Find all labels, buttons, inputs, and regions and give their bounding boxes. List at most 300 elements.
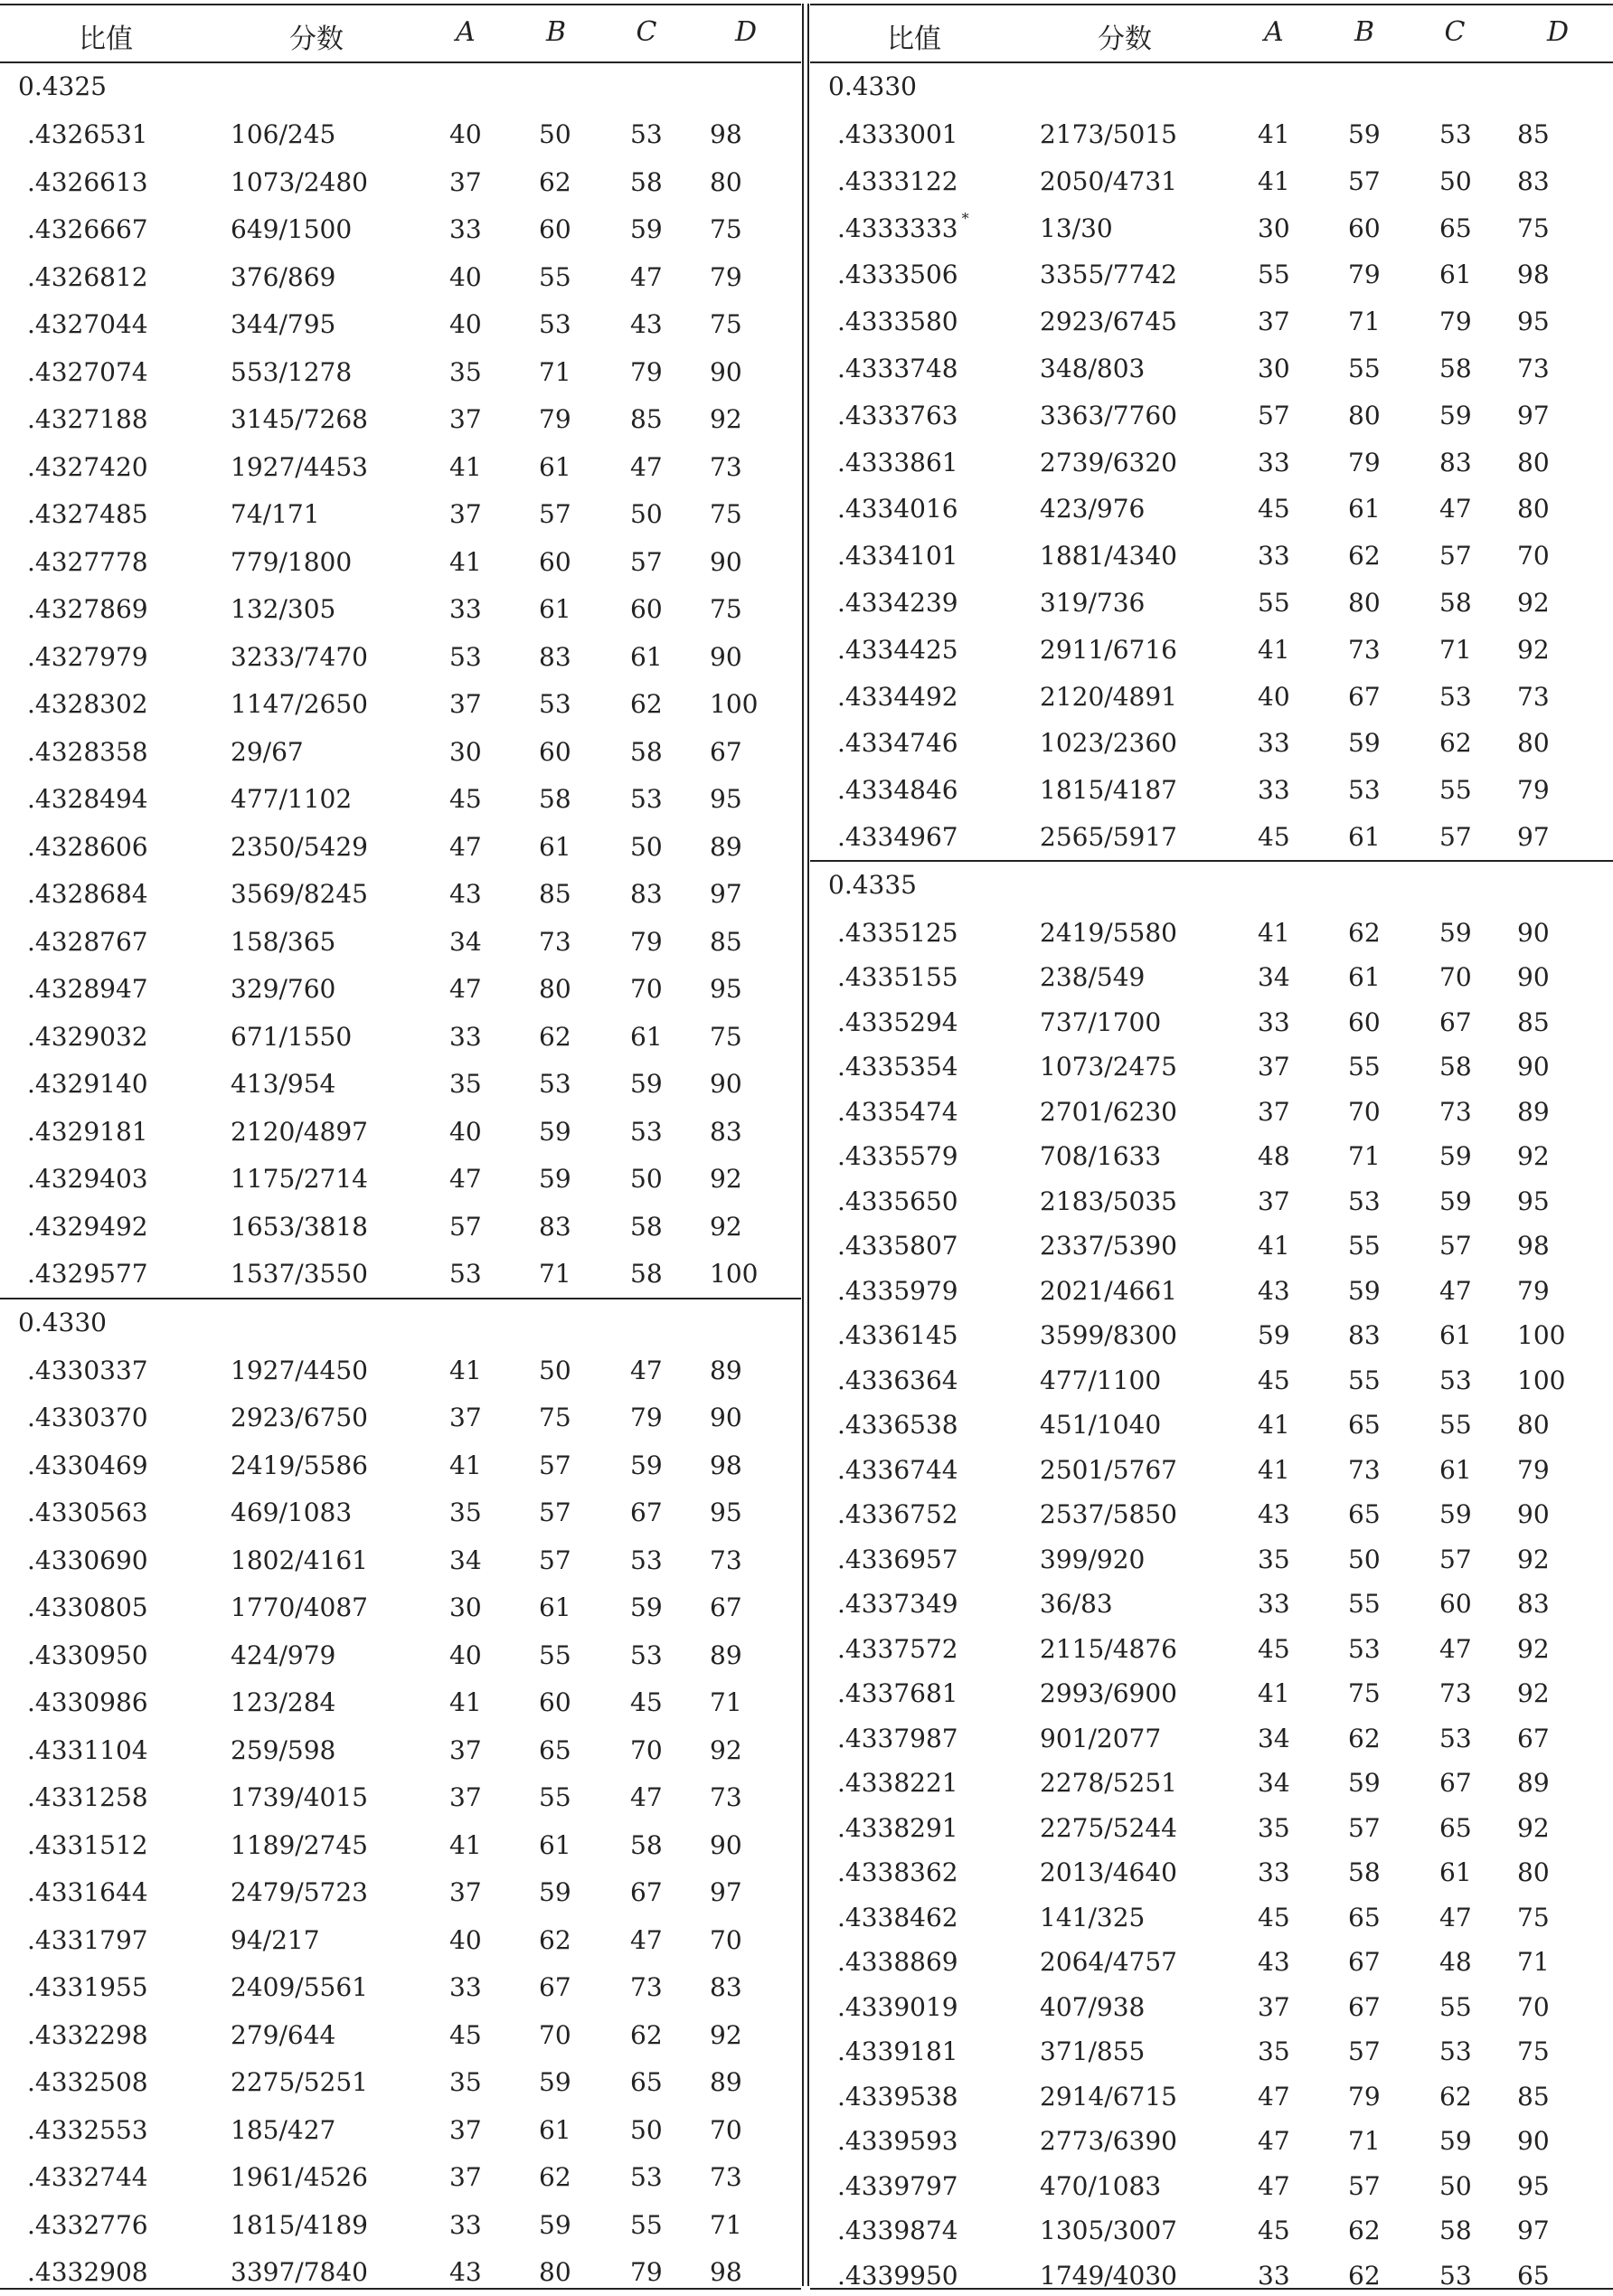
footnote-mark: * [961,209,969,227]
d-cell: 73 [1517,353,1550,383]
d-cell: 67 [710,1592,742,1622]
fraction-cell: 2911/6716 [1040,634,1177,665]
table-row [0,585,801,633]
a-cell: 41 [1258,119,1290,149]
ratio-cell: .4332908 [27,2257,148,2287]
a-cell: 34 [1258,1768,1290,1799]
b-cell: 73 [539,926,571,957]
fraction-cell: 2183/5035 [1040,1186,1177,1216]
c-cell: 45 [630,1687,663,1717]
a-cell: 33 [1258,1857,1290,1888]
fraction-cell: 1961/4526 [231,2162,368,2192]
a-cell: 41 [1258,1454,1290,1485]
fraction-cell: 123/284 [231,1687,336,1717]
d-cell: 95 [1517,1186,1550,1216]
ratio-cell: .4335125 [837,917,958,948]
fraction-cell: 36/83 [1040,1589,1113,1620]
d-cell: 79 [1517,775,1550,806]
table-row [0,300,801,348]
a-cell: 45 [1258,2216,1290,2246]
fraction-cell: 319/736 [1040,587,1146,618]
c-cell: 55 [1439,1991,1472,2022]
c-cell: 79 [630,356,663,387]
c-cell: 61 [1439,260,1472,290]
c-cell: 58 [630,1829,663,1860]
fraction-cell: 74/171 [231,499,320,529]
c-cell: 67 [1439,1006,1472,1037]
d-cell: 95 [710,784,742,814]
table-row [810,813,1613,860]
c-cell: 55 [630,2209,663,2240]
ratio-cell: .4335155 [837,962,958,993]
fraction-cell: 3233/7470 [231,641,368,672]
c-cell: 59 [1439,1499,1472,1530]
b-cell: 59 [539,1164,571,1194]
fraction-cell: 1305/3007 [1040,2216,1177,2246]
c-cell: 53 [630,119,663,149]
fraction-cell: 2021/4661 [1040,1275,1177,1306]
c-cell: 48 [1439,1947,1472,1978]
d-cell: 73 [710,1782,742,1812]
fraction-cell: 2275/5244 [1040,1812,1177,1843]
c-cell: 47 [630,451,663,482]
b-cell: 57 [1348,165,1381,196]
b-cell: 50 [539,119,571,149]
d-cell: 95 [710,1498,742,1527]
ratio-cell: .4327485 [27,499,148,529]
fraction-cell: 1927/4453 [231,451,368,482]
d-cell: 90 [710,546,742,577]
b-cell: 58 [1348,1857,1381,1888]
c-cell: 83 [630,879,663,909]
a-cell: 33 [1258,1589,1290,1620]
a-cell: 45 [1258,494,1290,524]
c-cell: 59 [630,1450,663,1480]
b-cell: 62 [539,166,571,197]
fraction-cell: 2275/5251 [231,2067,368,2097]
table-row [810,953,1613,998]
d-cell: 89 [710,1355,742,1385]
c-cell: 67 [630,1877,663,1907]
ratio-cell: .4338291 [837,1812,958,1843]
fraction-cell: 1815/4189 [231,2209,368,2240]
d-cell: 90 [710,1829,742,1860]
b-cell: 59 [539,2067,571,2097]
a-cell: 37 [449,2162,482,2192]
table-row [0,1726,801,1774]
c-cell: 50 [1439,165,1472,196]
d-cell: 83 [710,1116,742,1147]
c-cell: 65 [1439,213,1472,243]
c-cell: 53 [630,1116,663,1147]
ratio-cell: .4328606 [27,831,148,862]
d-cell: 97 [1517,400,1550,430]
c-cell: 53 [630,1639,663,1670]
table-row [0,1868,801,1916]
ratio-cell: .4333001 [837,119,958,149]
b-cell: 79 [1348,2081,1381,2112]
a-cell: 34 [1258,1723,1290,1753]
a-cell: 41 [449,1829,482,1860]
a-cell: 37 [449,1403,482,1432]
section-title: 0.4325 [18,71,107,101]
ratio-cell: .4333580 [837,307,958,337]
ratio-cell: .4339181 [837,2036,958,2067]
a-cell: 48 [1258,1141,1290,1172]
table-row [0,2201,801,2249]
b-cell: 57 [539,499,571,529]
a-cell: 45 [1258,1633,1290,1664]
ratio-cell: .4326667 [27,214,148,244]
c-cell: 58 [1439,587,1472,618]
a-cell: 34 [449,926,482,957]
c-cell: 61 [1439,1454,1472,1485]
b-cell: 57 [1348,1812,1381,1843]
ratio-cell: .4336538 [837,1410,958,1441]
table-row [810,1311,1613,1356]
b-cell: 58 [539,784,571,814]
ratio-cell: .4331104 [27,1734,148,1765]
b-cell: 55 [539,1782,571,1812]
fraction-cell: 3569/8245 [231,879,368,909]
d-cell: 80 [1517,447,1550,477]
table-row [0,918,801,966]
ratio-cell: .4327188 [27,404,148,434]
a-cell: 35 [449,2067,482,2097]
a-cell: 34 [449,1545,482,1575]
table-row [810,998,1613,1044]
d-cell: 70 [710,2114,742,2145]
table-row [0,1155,801,1203]
table-row [0,823,801,871]
b-cell: 83 [539,1211,571,1242]
a-cell: 37 [449,1877,482,1907]
b-cell: 70 [539,2019,571,2050]
fraction-cell: 1653/3818 [231,1211,368,1242]
table-row [810,1804,1613,1849]
a-cell: 41 [1258,1678,1290,1709]
header-ratio: 比值 [887,24,941,55]
table-row [0,2153,801,2201]
table-row [0,1536,801,1584]
ratio-cell: .4338362 [837,1857,958,1888]
fraction-cell: 469/1083 [231,1498,353,1527]
c-cell: 50 [630,831,663,862]
a-cell: 30 [449,736,482,767]
table-row [810,2027,1613,2073]
table-row [810,1535,1613,1581]
fraction-cell: 371/855 [1040,2036,1146,2067]
left-body [0,63,801,2296]
fraction-cell: 1770/4087 [231,1592,368,1622]
ratio-cell: .4336744 [837,1454,958,1485]
d-cell: 98 [1517,1231,1550,1261]
d-cell: 100 [710,1259,759,1289]
d-cell: 90 [710,641,742,672]
b-cell: 71 [539,356,571,387]
ratio-cell: .4337681 [837,1678,958,1709]
c-cell: 61 [630,1021,663,1052]
ratio-cell: .4330469 [27,1450,148,1480]
left-header-row [0,5,801,63]
d-cell: 75 [1517,213,1550,243]
b-cell: 61 [1348,494,1381,524]
fraction-cell: 1749/4030 [1040,2260,1177,2291]
b-cell: 55 [1348,1365,1381,1395]
fraction-cell: 3397/7840 [231,2257,368,2287]
fraction-cell: 779/1800 [231,546,353,577]
c-cell: 43 [630,309,663,339]
ratio-cell: .4331512 [27,1829,148,1860]
b-cell: 53 [1348,775,1381,806]
c-cell: 70 [1439,962,1472,993]
b-cell: 79 [1348,260,1381,290]
table-row [0,775,801,823]
d-cell: 95 [1517,2170,1550,2201]
d-cell: 92 [1517,1141,1550,1172]
header-fraction: 分数 [289,24,344,55]
fraction-cell: 649/1500 [231,214,353,244]
ratio-cell: .4328947 [27,974,148,1004]
table-row [810,579,1613,626]
c-cell: 53 [1439,1365,1472,1395]
fraction-cell: 1927/4450 [231,1355,368,1385]
c-cell: 57 [1439,821,1472,852]
ratio-cell: .4326812 [27,261,148,292]
b-cell: 65 [539,1734,571,1765]
ratio-cell: .4332776 [27,2209,148,2240]
fraction-cell: 2064/4757 [1040,1947,1177,1978]
fraction-cell: 2993/6900 [1040,1678,1177,1709]
fraction-cell: 451/1040 [1040,1410,1162,1441]
d-cell: 83 [710,1972,742,2002]
b-cell: 59 [1348,1275,1381,1306]
ratio-cell: .4334492 [837,681,958,712]
column-divider [802,4,804,2286]
b-cell: 53 [539,689,571,719]
b-cell: 61 [539,1829,571,1860]
a-cell: 33 [449,594,482,624]
c-cell: 73 [1439,1096,1472,1127]
table-section [810,63,1613,862]
ratio-cell: .4335650 [837,1186,958,1216]
b-cell: 80 [1348,587,1381,618]
table-row [0,1394,801,1441]
table-row [0,870,801,918]
table-row [810,719,1613,766]
d-cell: 89 [710,2067,742,2097]
table-row [0,205,801,253]
d-cell: 75 [710,594,742,624]
a-cell: 40 [449,1116,482,1147]
c-cell: 47 [1439,1902,1472,1932]
d-cell: 70 [710,1924,742,1955]
b-cell: 55 [1348,1231,1381,1261]
d-cell: 92 [710,1734,742,1765]
ratio-cell: .4326531 [27,119,148,149]
a-cell: 37 [1258,1052,1290,1082]
ratio-cell: .4336957 [837,1544,958,1574]
b-cell: 61 [539,831,571,862]
c-cell: 53 [630,2162,663,2192]
a-cell: 47 [449,1164,482,1194]
b-cell: 70 [1348,1096,1381,1127]
d-cell: 92 [710,1211,742,1242]
d-cell: 75 [1517,1902,1550,1932]
b-cell: 67 [1348,681,1381,712]
ratio-cell: .4330370 [27,1403,148,1432]
fraction-cell: 2923/6745 [1040,307,1177,337]
fraction-cell: 185/427 [231,2114,336,2145]
a-cell: 35 [1258,1544,1290,1574]
d-cell: 85 [710,926,742,957]
c-cell: 53 [1439,2260,1472,2291]
right-column [810,4,1613,2290]
c-cell: 61 [630,641,663,672]
c-cell: 47 [1439,1275,1472,1306]
d-cell: 73 [1517,681,1550,712]
b-cell: 80 [539,974,571,1004]
section-title: 0.4330 [828,71,917,101]
table-row [0,965,801,1013]
table-row [810,2117,1613,2162]
d-cell: 79 [1517,1454,1550,1485]
c-cell: 50 [1439,2170,1472,2201]
c-cell: 58 [630,166,663,197]
ratio-cell: .4332298 [27,2019,148,2050]
a-cell: 37 [1258,307,1290,337]
a-cell: 35 [449,1498,482,1527]
table-row [810,250,1613,298]
ratio-cell: .4329577 [27,1259,148,1289]
table-row [810,1267,1613,1312]
d-cell: 100 [1517,1365,1566,1395]
c-cell: 47 [630,261,663,292]
d-cell: 71 [710,2209,742,2240]
a-cell: 45 [449,784,482,814]
ratio-cell: .4339019 [837,1991,958,2022]
a-cell: 33 [1258,728,1290,759]
ratio-cell: .4334846 [837,775,958,806]
b-cell: 57 [539,1545,571,1575]
d-cell: 90 [1517,2126,1550,2157]
a-cell: 40 [1258,681,1290,712]
d-cell: 80 [1517,1410,1550,1441]
c-cell: 55 [1439,1410,1472,1441]
fraction-cell: 2120/4891 [1040,681,1177,712]
b-cell: 80 [1348,400,1381,430]
c-cell: 70 [630,1734,663,1765]
a-cell: 55 [1258,260,1290,290]
fraction-cell: 901/2077 [1040,1723,1162,1753]
c-cell: 61 [1439,1320,1472,1351]
d-cell: 98 [710,2257,742,2287]
d-cell: 95 [710,974,742,1004]
a-cell: 43 [1258,1499,1290,1530]
c-cell: 83 [1439,447,1472,477]
b-cell: 71 [539,1259,571,1289]
a-cell: 35 [1258,2036,1290,2067]
ratio-cell: .4334101 [837,541,958,572]
table-row [0,395,801,443]
table-row [810,392,1613,439]
section-title: 0.4330 [18,1307,107,1337]
a-cell: 47 [449,831,482,862]
a-cell: 41 [449,546,482,577]
table-row [810,532,1613,579]
c-cell: 79 [630,1403,663,1432]
ratio-cell: .4326613 [27,166,148,197]
d-cell: 92 [1517,587,1550,618]
ratio-cell: .4335354 [837,1052,958,1082]
b-cell: 62 [539,2162,571,2192]
a-cell: 41 [1258,917,1290,948]
ratio-cell: .4334239 [837,587,958,618]
c-cell: 59 [1439,400,1472,430]
b-cell: 53 [539,1069,571,1099]
d-cell: 71 [710,1687,742,1717]
ratio-cell: .4336752 [837,1499,958,1530]
b-cell: 50 [1348,1544,1381,1574]
ratio-cell: .4329140 [27,1069,148,1099]
d-cell: 98 [710,119,742,149]
fraction-cell: 477/1100 [1040,1365,1162,1395]
c-cell: 59 [630,1592,663,1622]
a-cell: 43 [449,2257,482,2287]
a-cell: 55 [1258,587,1290,618]
a-cell: 41 [1258,634,1290,665]
d-cell: 98 [710,1450,742,1480]
c-cell: 59 [1439,2126,1472,2157]
d-cell: 67 [1517,1723,1550,1753]
a-cell: 35 [449,356,482,387]
table-row [0,158,801,206]
table-row [810,1580,1613,1625]
fraction-cell: 1815/4187 [1040,775,1177,806]
c-cell: 53 [630,784,663,814]
table-row [810,157,1613,204]
ratio-cell: .4339797 [837,2170,958,2201]
ratio-cell: .4335979 [837,1275,958,1306]
c-cell: 62 [630,2019,663,2050]
b-cell: 60 [1348,213,1381,243]
table-row [810,673,1613,720]
b-cell: 53 [1348,1633,1381,1664]
c-cell: 57 [1439,1231,1472,1261]
table-row [810,1490,1613,1535]
table-row [0,1821,801,1869]
a-cell: 33 [1258,541,1290,572]
d-cell: 65 [1517,2260,1550,2291]
fraction-cell: 3355/7742 [1040,260,1177,290]
c-cell: 47 [1439,494,1472,524]
a-cell: 57 [1258,400,1290,430]
table-row [0,1250,801,1298]
b-cell: 57 [539,1450,571,1480]
a-cell: 37 [1258,1096,1290,1127]
a-cell: 40 [449,1639,482,1670]
d-cell: 70 [1517,1991,1550,2022]
ratio-cell: .4332553 [27,2114,148,2145]
ratio-cell: .4336364 [837,1365,958,1395]
header-b: B [545,16,567,48]
a-cell: 37 [449,166,482,197]
c-cell: 47 [630,1924,663,1955]
d-cell: 92 [1517,634,1550,665]
right-header-row [810,5,1613,63]
c-cell: 73 [630,1972,663,2002]
b-cell: 55 [539,261,571,292]
